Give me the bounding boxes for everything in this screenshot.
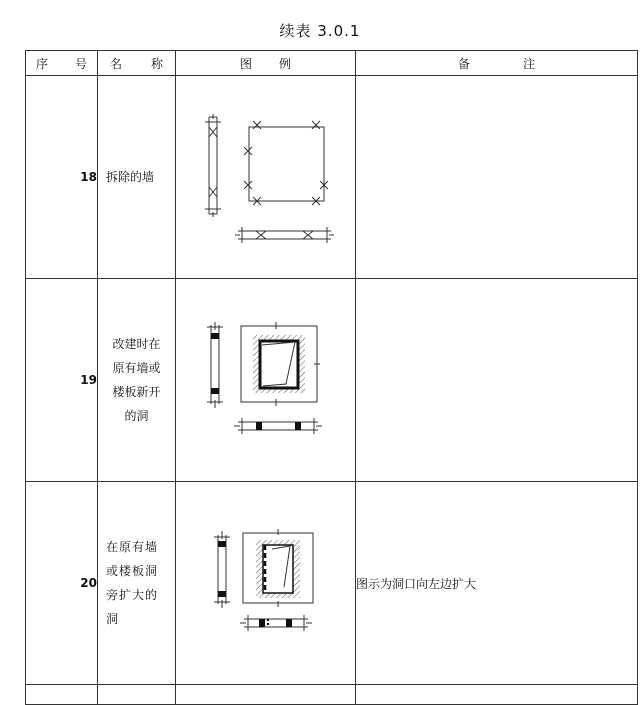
header-seq-char-2: 号 [74,56,87,71]
legend-figure-enlarged-opening [176,482,356,685]
legend-figure-removed-wall [176,76,356,279]
row-note: 图示为洞口向左边扩大 [356,482,638,685]
table-row [26,482,638,685]
row-name [98,482,176,685]
row-name-line: 在原有墙 [106,540,159,554]
row-name-line: 洞 [106,612,120,626]
header-fig-char-1: 图 [240,56,253,71]
new-opening-diagram [176,280,354,480]
table-header-row [26,51,638,76]
header-note-char-2: 注 [522,56,535,71]
row-number: 18 [26,76,98,279]
removed-wall-diagram [176,77,354,277]
row-name [98,279,176,482]
header-seq [26,51,98,76]
header-fig-char-2: 例 [278,56,291,71]
legend-figure-new-opening [176,279,356,482]
table-row-continuation [26,685,638,705]
legend-table [25,50,638,705]
header-note [356,51,638,76]
header-name-char-2: 称 [150,56,163,71]
row-name-line: 原有墙或 [112,361,161,375]
page-title: 续表 3.0.1 [279,22,361,40]
row-name-line: 旁扩大的 [106,588,159,602]
row-name-line: 的洞 [124,409,149,423]
row-name-line: 改建时在 [112,337,161,351]
enlarged-opening-diagram [176,483,354,683]
row-number: 19 [26,279,98,482]
row-name: 拆除的墙 [98,76,176,279]
row-name-line: 或楼板洞 [106,564,159,578]
table-row [26,76,638,279]
header-note-char-1: 备 [458,56,471,71]
row-name-line: 楼板新开 [112,385,161,399]
table-row [26,279,638,482]
header-name [98,51,176,76]
row-number: 20 [26,482,98,685]
row-note [356,76,638,279]
header-figure [176,51,356,76]
header-seq-char-1: 序 [36,56,49,71]
row-note [356,279,638,482]
header-name-char-1: 名 [110,56,123,71]
